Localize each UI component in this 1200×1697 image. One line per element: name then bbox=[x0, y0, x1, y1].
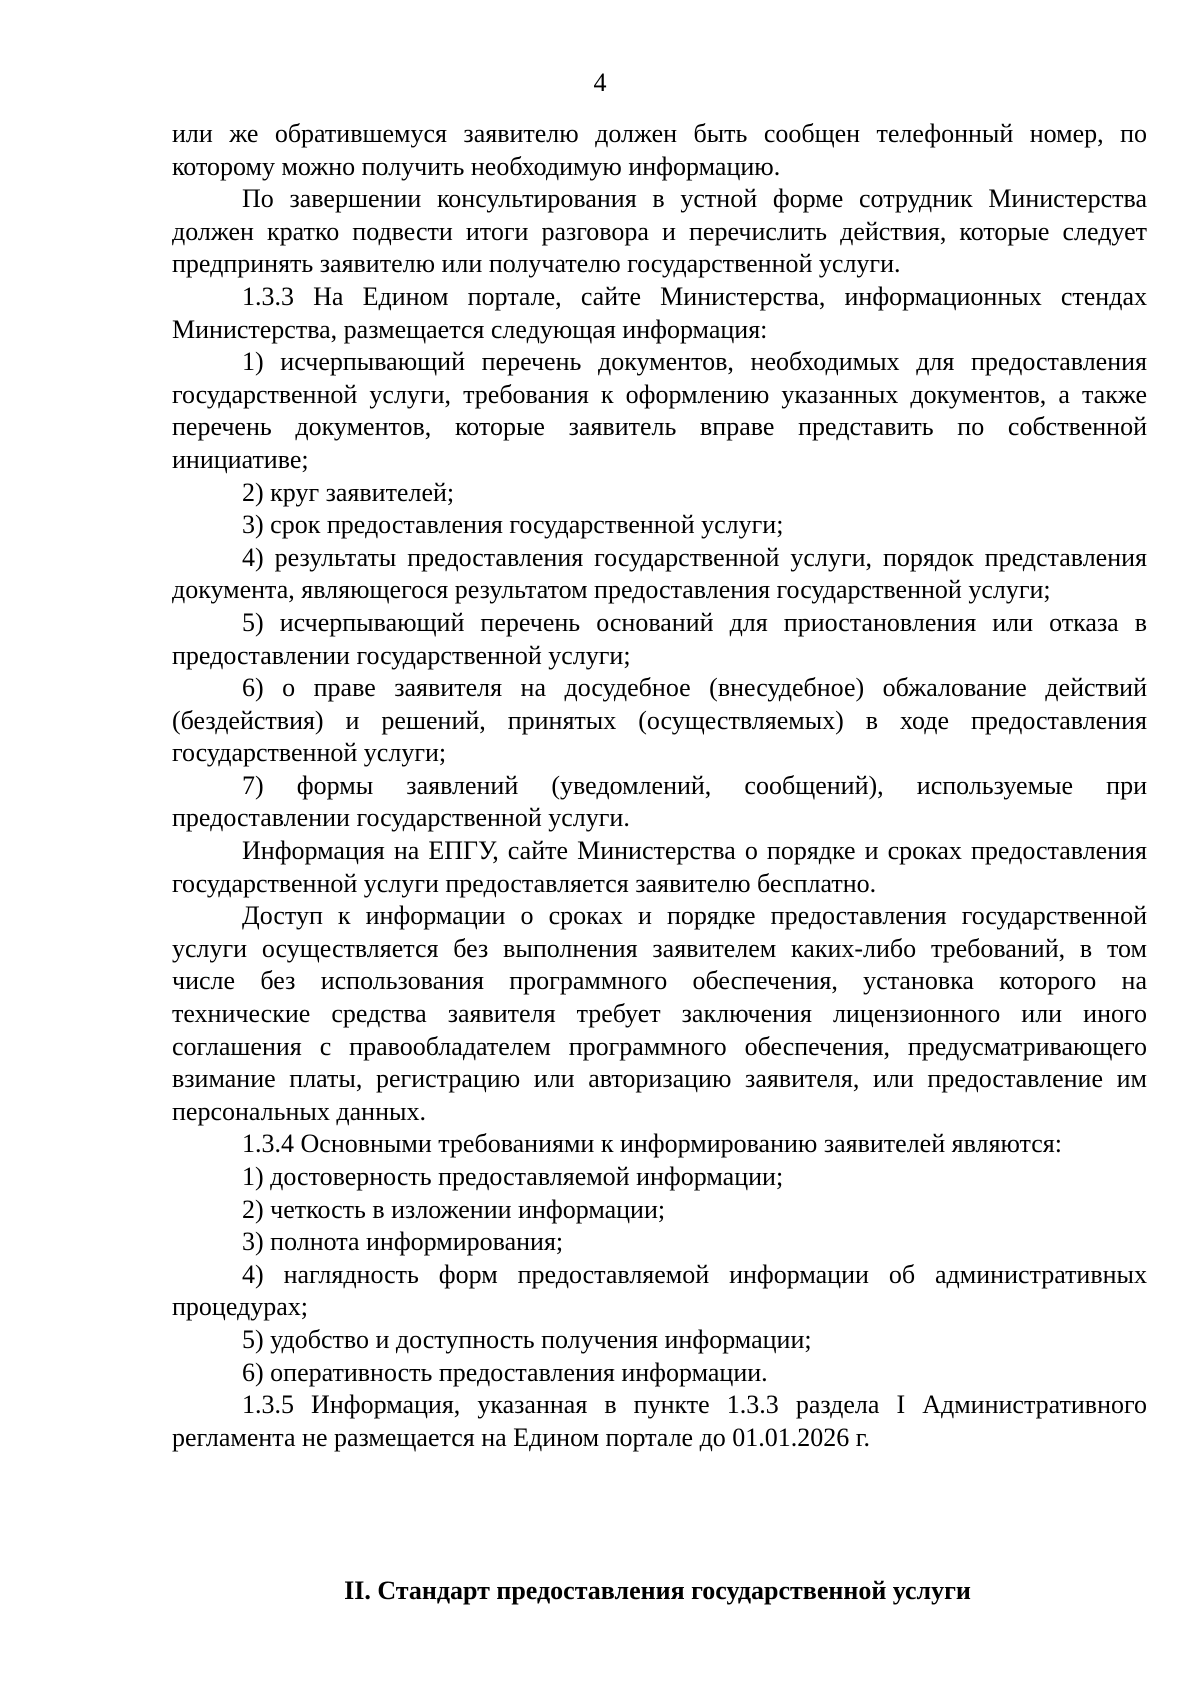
list-item: 5) исчерпывающий перечень оснований для приостановления или отказа в предоставлении государственной услуги; bbox=[172, 607, 1147, 670]
paragraph: 1.3.5 Информация, указанная в пункте 1.3.3 раздела I Административного регламента не размещается на Едином портале до 01.01.2026 г. bbox=[172, 1390, 1147, 1452]
list-item: 3) срок предоставления государственной услуги; bbox=[242, 510, 784, 540]
list-item: 6) оперативность предоставления информации. bbox=[242, 1357, 768, 1387]
list-item: 4) результаты предоставления государственной услуги, порядок представления документа, являющегося результатом предоставления государственной услуги; bbox=[172, 542, 1147, 605]
paragraph: Доступ к информации о сроках и порядке предоставления государственной услуги осуществляется без выполнения заявителем каких-либо требований, в том числе без использования программного обеспечения, установка которого на технические средства заявителя требует заключения лицензионного или иного соглашения с правообладателем программного обеспечения, предусматривающего взимание платы, регистрацию или авторизацию заявителя, или предоставление им персональных данных. bbox=[172, 901, 1147, 1126]
list-item: 5) удобство и доступность получения информации; bbox=[242, 1324, 812, 1354]
list-item: 4) наглядность форм предоставляемой информации об административных процедурах; bbox=[172, 1259, 1147, 1322]
paragraph: 1.3.4 Основными требованиями к информированию заявителей являются: bbox=[242, 1129, 1062, 1159]
paragraph: 1.3.3 На Едином портале, сайте Министерства, информационных стендах Министерства, размещается следующая информация: bbox=[172, 281, 1147, 344]
body-text bbox=[172, 118, 1147, 1454]
list-item: 1) достоверность предоставляемой информации; bbox=[242, 1162, 784, 1191]
list-item: 1) исчерпывающий перечень документов, необходимых для предоставления государственной услуги, требования к оформлению указанных документов, а также перечень документов, которые заявитель вправе представить по собственной инициативе; bbox=[172, 347, 1147, 474]
paragraph: или же обратившемуся заявителю должен быть сообщен телефонный номер, по которому можно получить необходимую информацию. bbox=[172, 119, 1147, 181]
list-item: 7) формы заявлений (уведомлений, сообщений), используемые при предоставлении государственной услуги. bbox=[172, 770, 1147, 833]
page-number: 4 bbox=[593, 68, 607, 97]
section-heading: II. Стандарт предоставления государственной услуги bbox=[344, 1576, 971, 1605]
paragraph: По завершении консультирования в устной форме сотрудник Министерства должен кратко подвести итоги разговора и перечислить действия, которые следует предпринять заявителю или получателю государственной услуги. bbox=[172, 184, 1147, 279]
list-item: 2) круг заявителей; bbox=[242, 477, 455, 507]
paragraph: Информация на ЕПГУ, сайте Министерства о порядке и сроках предоставления государственной услуги предоставляется заявителю бесплатно. bbox=[172, 836, 1147, 898]
list-item: 2) четкость в изложении информации; bbox=[242, 1194, 666, 1224]
list-item: 6) о праве заявителя на досудебное (внесудебное) обжалование действий (бездействия) и решений, принятых (осуществляемых) в ходе предоставления государственной услуги; bbox=[172, 673, 1147, 768]
list-item: 3) полнота информирования; bbox=[242, 1227, 564, 1257]
